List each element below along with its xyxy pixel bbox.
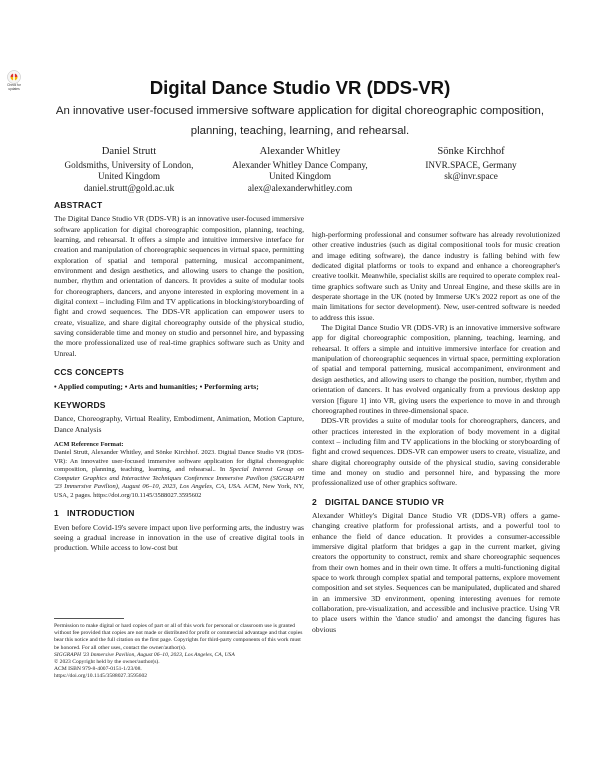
author-affiliation: INVR.SPACE, Germany <box>425 159 517 170</box>
author-1 <box>54 146 204 194</box>
acm-reference-heading: ACM Reference Format: <box>54 440 124 448</box>
badge-label-line1: Check for <box>7 83 21 87</box>
acm-reference-text <box>54 449 304 500</box>
author-affiliation: Alexander Whitley Dance Company, <box>232 159 368 170</box>
ccs-text: • Applied computing; • Arts and humanities; • Performing arts; <box>54 381 259 391</box>
intro-paragraph-1-continued: high-performing professional and consumer software has already revolutionized other creative industries (such as digital compositional tools for music creation and image editing software), the dance industry is falling behind with few dedicated digital platforms or tools to expand and enhance a choreographer's creative toolkit. Meanwhile, specialist skills are required to operate complex real-time graphics software such as Unity and Unreal Engine, and these skills are in desperate shortage in the UK (noted by Immerse UK's 2022 report as one of the main limitations for sector development). New, user-centred software is needed to address this issue. <box>312 230 560 322</box>
section-1-number: 1 <box>54 508 59 519</box>
acm-reference-part2: ACM, New York, NY, USA, 2 pages. https://doi.org/10.1145/3588027.3595602 <box>54 483 304 499</box>
paper-subtitle: An innovative user-focused immersive software application for digital choreographic composition, planning, teaching, learning, and rehearsal. <box>55 105 545 137</box>
intro-paragraph-2: The Digital Dance Studio VR (DDS-VR) is an innovative immersive software app for digital choreographic composition, planning, teaching, learning, and rehearsal. It offers a simple and intuitive immersive interface for creation and manipulation of choreographic sequences in virtual space, permitting exploration of spatial and temporal patterning, musical accompaniment, environment and design aesthetics, and allowing users to change the position, number, rhythm and orientation of dancers. It has evolved organically from a previous desktop app version [figure 1] into VR, giving users the experience to move in and through choreographed routines in three-dimensional space. <box>312 323 560 415</box>
paper-title: Digital Dance Studio VR (DDS-VR) <box>149 77 451 98</box>
keywords-heading: KEYWORDS <box>54 399 106 410</box>
abstract-heading: ABSTRACT <box>54 200 103 210</box>
intro-paragraph-3: DDS-VR provides a suite of modular tools for choreographers, dancers, and other practices interested in the exploration of body movement in a digital context – including film and TV applications in the blocking or storyboarding of fight and crowd sequences. DDS-VR can empower users to create, visualize, and share digital choreography outside of the physical studio, saving considerable time and money on studio and personnel hire, and bypassing the more professionalized use of other graphics software. <box>312 416 560 488</box>
ccs-heading: CCS CONCEPTS <box>54 367 124 378</box>
author-affiliation: Goldsmiths, University of London, <box>64 159 194 170</box>
footnote-divider <box>54 618 124 619</box>
author-2 <box>222 146 378 194</box>
section-2-heading <box>312 497 560 507</box>
acm-reference-part1: Daniel Strutt, Alexander Whitley, and Sönke Kirchhof. 2023. Digital Dance Studio VR (DDS-VR): An innovative user-focused immersive software application for digital choreographic composition, planning, teaching, learning, and rehearsal.. In <box>54 449 304 474</box>
author-name: Daniel Strutt <box>101 146 157 157</box>
footnote-copyright: © 2023 Copyright held by the owner/author(s). <box>54 659 160 666</box>
author-name: Sönke Kirchhof <box>437 146 505 157</box>
author-country: United Kingdom <box>268 171 331 182</box>
author-country: United Kingdom <box>97 171 160 182</box>
footnote-permission: Permission to make digital or hard copies of part or all of this work for personal or classroom use is granted without fee provided that copies are not made or distributed for profit or commercial advantage and that copies bear this notice and the full citation on the first page. Copyrights for third-party components of this work must be honored. For all other uses, contact the owner/author(s). <box>54 623 303 651</box>
acm-reference-venue: Special Interest Group on Computer Graphics and Interactive Techniques Conference Immersive Pavilion (SIGGRAPH '23 Immersive Pavilion), August 06–10, 2023, Los Angeles, CA, USA. <box>54 466 305 491</box>
footnote-doi[interactable]: https://doi.org/10.1145/3588027.3595602 <box>54 673 148 680</box>
author-email[interactable]: sk@invr.space <box>444 171 498 182</box>
intro-paragraph-1: Even before Covid-19's severe impact upon live performing arts, the industry was seeing a gradual increase in innovation in the use of creative digital tools in production. While access to low-cost but <box>54 522 304 553</box>
abstract-text: The Digital Dance Studio VR (DDS-VR) is an innovative user-focused immersive software application for digital choreographic composition, planning, teaching, learning, and rehearsal. It offers a simple and intuitive immersive interface for creation and manipulation of choreographic sequences in virtual space, permitting exploration of spatial and temporal patterning, musical accompaniment, environment and design aesthetics, and allowing users to change the position, number, rhythm and orientation of dancers. It provides a suite of modular tools for choreographers, dancers, and anyone interested in exploring movement in a digital context – including Film and TV applications in blocking/storyboarding of fight and crowd sequences. The DDS-VR application can empower users to create, visualize, and share digital choreography outside of the physical studio, saving considerable time and money on studio and personnel hire, and bypassing the more professionalized use of real-time graphics software such as Unity and Unreal. <box>54 214 304 358</box>
footnote <box>54 618 304 681</box>
keywords-text: Dance, Choreography, Virtual Reality, Embodiment, Animation, Motion Capture, Dance Analysis <box>54 414 304 434</box>
right-column <box>312 230 560 635</box>
section-2-title: DIGITAL DANCE STUDIO VR <box>325 496 445 507</box>
section-1-heading <box>54 508 304 518</box>
footnote-isbn: ACM ISBN 979-8-4007-0151-1/23/08. <box>54 666 142 673</box>
author-email[interactable]: daniel.strutt@gold.ac.uk <box>83 182 175 193</box>
footnote-venue: SIGGRAPH '23 Immersive Pavilion, August 06–10, 2023, Los Angeles, CA, USA <box>54 651 235 658</box>
author-3 <box>396 146 546 183</box>
section-2-number: 2 <box>312 496 317 507</box>
section-2-paragraph-1: Alexander Whitley's Digital Dance Studio VR (DDS-VR) offers a game-changing creative platform for professional artists, and a powerful tool to enhance the field of dance education. It provides a consumer-accessible immersive digital platform that bridges a gap in the current market, giving creators the opportunity to construct, remix and share choreographic sequences from their own homes and in their own time. It offers a multi-functioning digital space to work through complex spatial and temporal patterns, explore movement composition and set styles. Sequences can be manipulated, duplicated and shared in an immersive 3D environment, opening interesting avenues for remote collaboration, pre-visualization, and accessible and inclusive practice. Using VR to place users within the 'dance studio' and amongst the dancing figures has obvious <box>312 510 560 634</box>
section-1-title: INTRODUCTION <box>67 508 135 519</box>
author-name: Alexander Whitley <box>259 146 341 157</box>
author-email[interactable]: alex@alexanderwhitley.com <box>247 182 353 193</box>
badge-label-line2: updates <box>8 86 20 91</box>
left-column <box>54 200 304 554</box>
